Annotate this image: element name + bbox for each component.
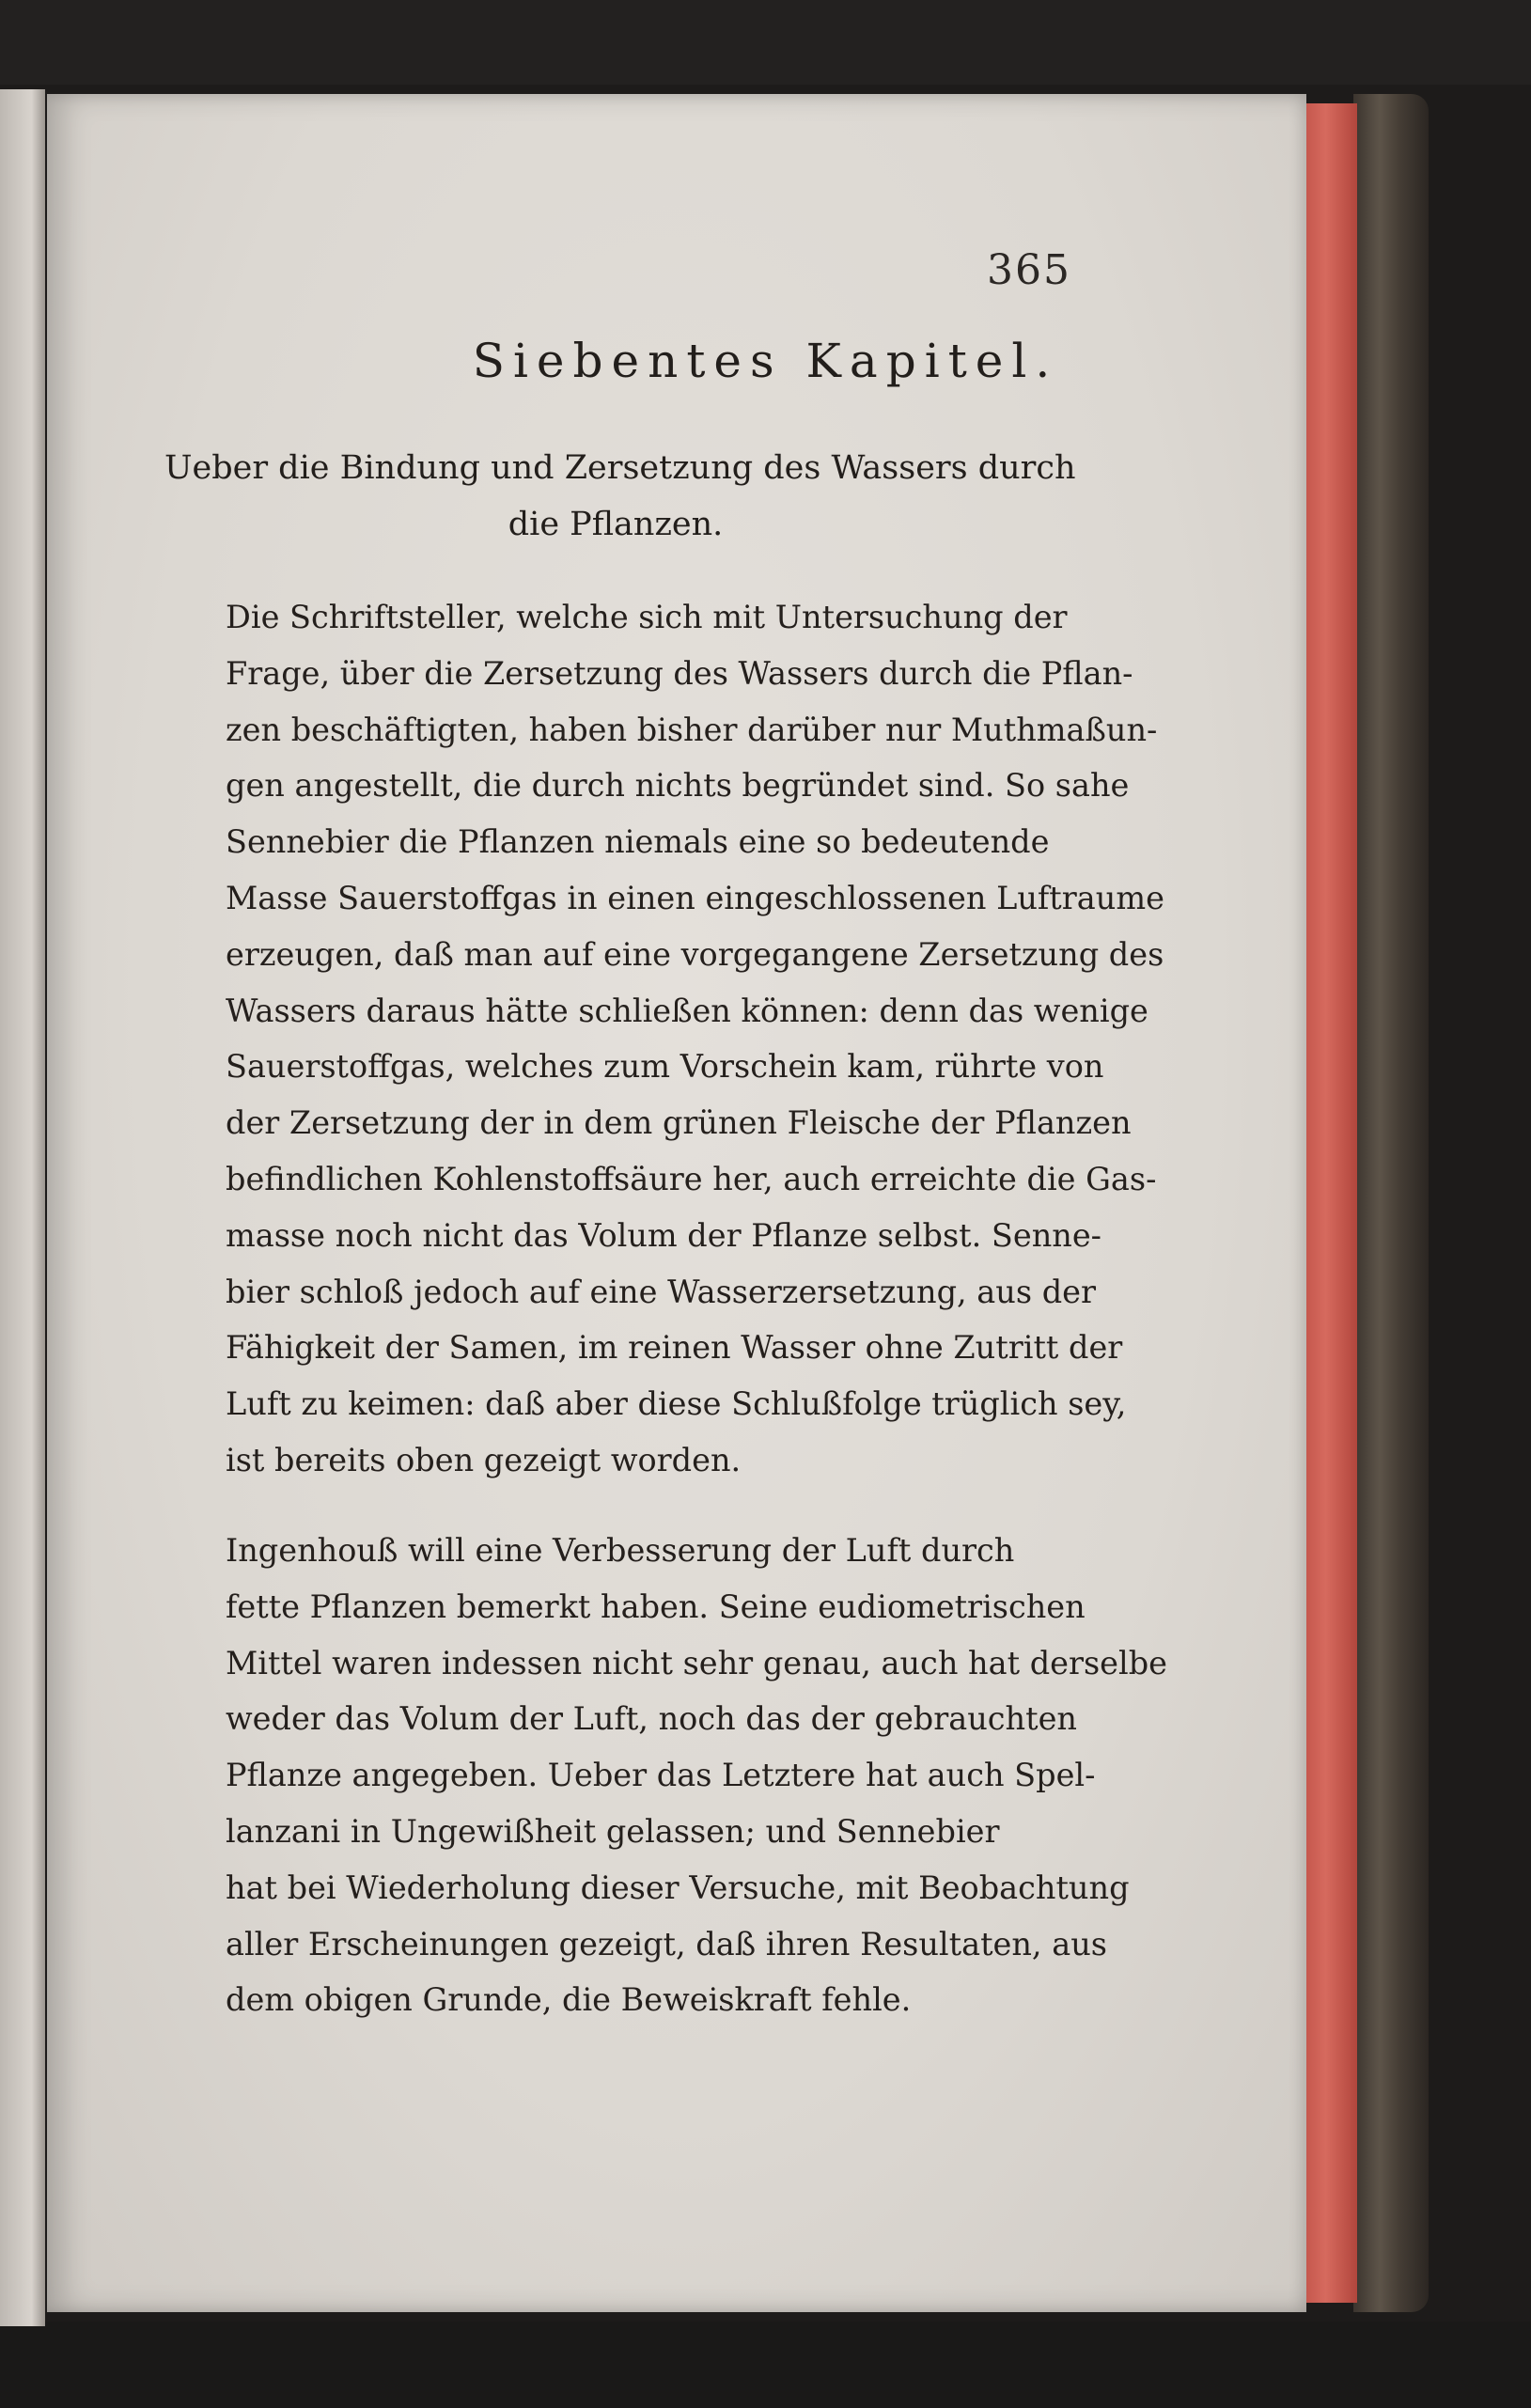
text-line: zen beschäftigten, haben bisher darüber nur Muthmaßun- — [226, 711, 1158, 748]
subtitle-line: Ueber die Bindung und Zersetzung des Wassers durch — [164, 449, 1076, 487]
text-line: hat bei Wiederholung dieser Versuche, mit Beobachtung — [226, 1869, 1130, 1906]
chapter-subtitle — [164, 440, 1076, 553]
text-line: fette Pflanzen bemerkt haben. Seine eudiometrischen — [226, 1587, 1086, 1625]
previous-page-edge — [0, 89, 45, 2326]
text-line: befindlichen Kohlenstoffsäure her, auch erreichte die Gas- — [226, 1160, 1157, 1197]
text-line: Masse Sauerstoffgas in einen eingeschlossenen Luftraume — [226, 879, 1164, 916]
text-line: Mittel waren indessen nicht sehr genau, auch hat derselbe — [226, 1644, 1167, 1681]
page-number: 365 — [987, 246, 1071, 294]
text-line: weder das Volum der Luft, noch das der gebrauchten — [226, 1700, 1077, 1738]
text-line: Sennebier die Pflanzen niemals eine so bedeutende — [226, 823, 1050, 861]
text-line: bier schloß jedoch auf eine Wasserzersetzung, aus der — [226, 1273, 1096, 1310]
chapter-title: Siebentes Kapitel. — [472, 334, 1059, 388]
text-line: Frage, über die Zersetzung des Wassers durch die Pflan- — [226, 654, 1133, 692]
text-line: lanzani in Ungewißheit gelassen; und Sennebier — [226, 1812, 1000, 1850]
dark-backdrop-top — [0, 0, 1531, 85]
text-line: dem obigen Grunde, die Beweiskraft fehle. — [226, 1981, 912, 2019]
paragraph-1 — [164, 589, 1164, 1489]
text-line: Pflanze angegeben. Ueber das Letztere hat auch Spel- — [226, 1757, 1096, 1794]
red-page-edge — [1304, 103, 1357, 2303]
text-line: erzeugen, daß man auf eine vorgegangene Zersetzung des — [226, 935, 1164, 973]
text-line: masse noch nicht das Volum der Pflanze selbst. Senne- — [226, 1216, 1101, 1254]
text-line: Ingenhouß will eine Verbesserung der Luft durch — [226, 1532, 1015, 1569]
paragraph-2 — [164, 1523, 1167, 2028]
book-cover-edge — [1353, 94, 1429, 2312]
subtitle-line: die Pflanzen. — [508, 506, 724, 543]
text-line: Luft zu keimen: daß aber diese Schlußfolge trüglich sey, — [226, 1385, 1127, 1423]
text-line: Wassers daraus hätte schließen können: denn das wenige — [226, 992, 1148, 1029]
text-line: Sauerstoffgas, welches zum Vorschein kam, rührte von — [226, 1048, 1104, 1086]
text-line: Fähigkeit der Samen, im reinen Wasser ohne Zutritt der — [226, 1329, 1123, 1367]
text-line: Die Schriftsteller, welche sich mit Untersuchung der — [226, 599, 1068, 635]
text-line: aller Erscheinungen gezeigt, daß ihren Resultaten, aus — [226, 1925, 1107, 1962]
text-line: der Zersetzung der in dem grünen Fleische der Pflanzen — [226, 1104, 1132, 1142]
text-line: gen angestellt, die durch nichts begründet sind. So sahe — [226, 767, 1130, 805]
dark-backdrop-bottom — [0, 2322, 1531, 2408]
text-line: ist bereits oben gezeigt worden. — [226, 1441, 742, 1478]
